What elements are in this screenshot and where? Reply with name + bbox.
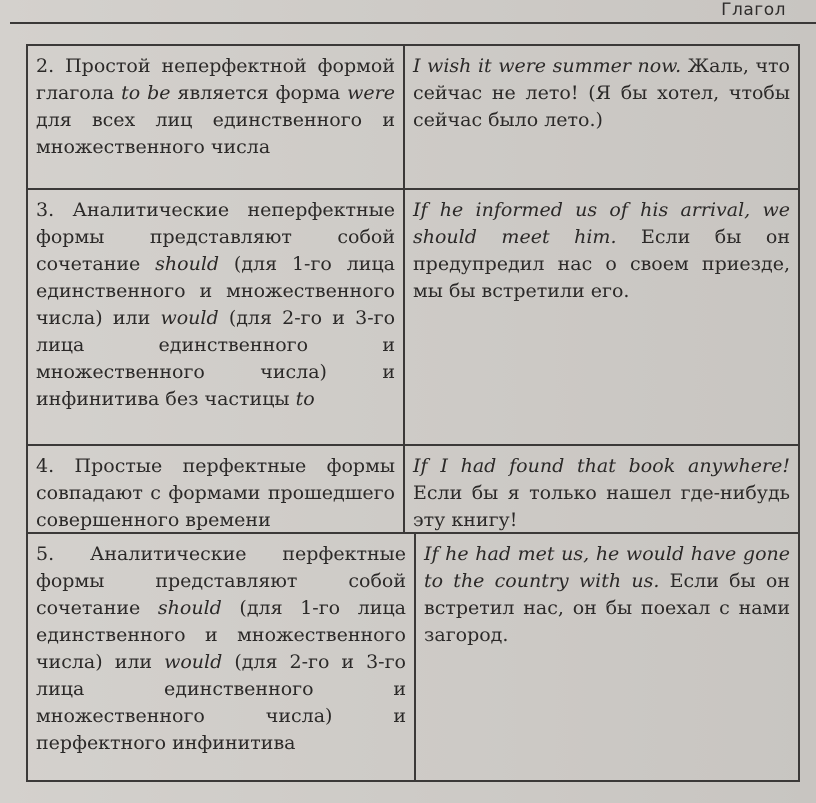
rule-cell (28, 190, 405, 444)
example-cell (405, 446, 798, 532)
rule-text: Простой неперфектной формой глагола (36, 55, 395, 104)
table-row (28, 46, 798, 190)
rule-number: 3. (36, 199, 55, 221)
rule-number: 2. (36, 55, 55, 77)
example-english: If I had found that book anywhere! (413, 455, 790, 477)
rule-number: 4. (36, 455, 55, 477)
rule-text: Простые перфектные формы совпадают с формами прошедшего совершенного времени (36, 455, 395, 531)
rule-term: were (347, 82, 395, 104)
example-translation: Если бы он предупредил нас о своем приезде, мы бы встретили его. (413, 226, 790, 302)
rule-term: should (155, 253, 220, 275)
table-row (28, 534, 798, 780)
rule-text: является форма (170, 82, 348, 104)
example-english: I wish it were summer now. (413, 55, 682, 77)
example-cell (405, 46, 798, 188)
rule-text: Аналитические неперфектные формы представляют собой сочетание (36, 199, 395, 275)
rule-term: to (295, 388, 315, 410)
rule-number: 5. (36, 543, 55, 565)
header-rule (10, 22, 816, 24)
rule-text: (для 2-го и 3-го лица единственного и множественного числа) и перфектного инфинитива (36, 651, 406, 754)
example-cell (405, 190, 798, 444)
grammar-table (26, 44, 800, 782)
rule-text: для всех лиц единственного и множественного числа (36, 109, 395, 158)
rule-cell (28, 446, 405, 532)
example-translation: Если бы я только нашел где-нибудь эту книгу! (413, 482, 790, 531)
running-head-title: Глагол (721, 0, 786, 20)
rule-term: should (157, 597, 222, 619)
rule-term: would (164, 651, 223, 673)
rule-text: (для 1-го лица единственного и множественного числа) или (36, 597, 406, 673)
rule-text: (для 2-го и 3-го лица единственного и множественного числа) и инфинитива без частицы (36, 307, 396, 410)
table-row (28, 446, 798, 534)
rule-term: to be (121, 82, 171, 104)
rule-cell (28, 534, 416, 780)
example-translation: Жаль, что сейчас не лето! (Я бы хотел, чтобы сейчас было лето.) (413, 55, 790, 131)
example-english: If he had met us, he would have gone to the country with us. (424, 543, 790, 592)
example-english: If he informed us of his arrival, we should meet him. (413, 199, 790, 248)
rule-text: Аналитические перфектные формы представляют собой сочетание (36, 543, 406, 619)
table-row (28, 190, 798, 446)
example-translation: Если бы он встретил нас, он бы поехал с нами загород. (424, 570, 791, 646)
rule-term: would (160, 307, 219, 329)
rule-cell (28, 46, 405, 188)
rule-text: (для 1-го лица единственного и множественного числа) или (36, 253, 395, 329)
example-cell (416, 534, 798, 780)
